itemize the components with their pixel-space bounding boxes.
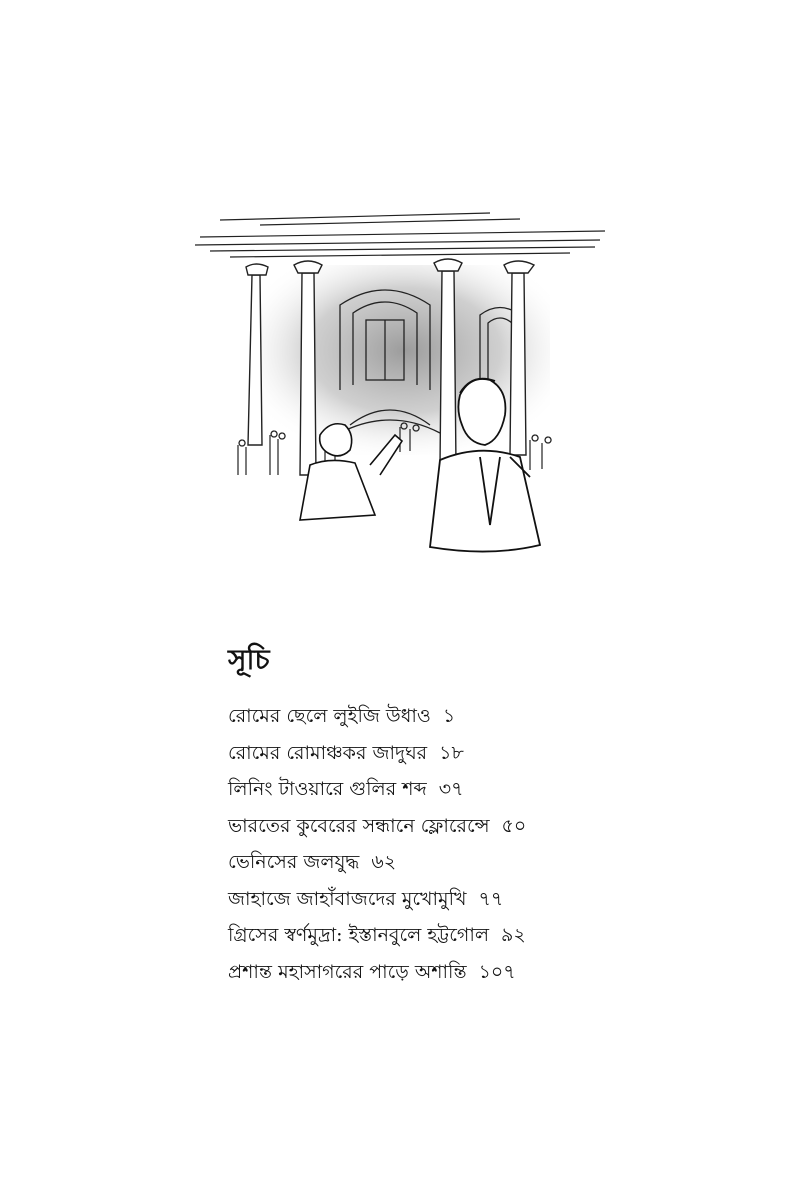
toc-entry[interactable]: [228, 735, 748, 772]
toc-entry-title: রোমের ছেলে লুইজি উধাও: [228, 705, 431, 727]
toc-entry-page: ৩৭: [438, 778, 464, 800]
toc-entry[interactable]: [228, 954, 748, 991]
table-of-contents: [228, 640, 748, 990]
toc-entry[interactable]: [228, 698, 748, 735]
toc-entry[interactable]: [228, 844, 748, 881]
toc-entry-title: প্রশান্ত মহাসাগরের পাড়ে অশান্তি: [228, 960, 467, 983]
toc-entry-page: ১৮: [439, 741, 464, 764]
toc-entry-page: ৫০: [501, 814, 527, 837]
toc-list: [228, 698, 748, 990]
toc-entry-page: ১: [442, 705, 456, 727]
toc-entry-page: ৬২: [371, 851, 397, 873]
toc-entry[interactable]: [228, 808, 748, 845]
toc-entry[interactable]: [228, 917, 748, 954]
toc-title: সূচি: [228, 643, 270, 676]
toc-entry-title: ভেনিসের জলযুদ্ধ: [228, 851, 360, 873]
toc-entry[interactable]: [228, 771, 748, 808]
toc-entry-page: ১০৭: [478, 960, 516, 983]
toc-entry-title: গ্রিসের স্বর্ণমুদ্রা: ইস্তানবুলে হট্টগোল: [228, 924, 490, 946]
museum-scene-sketch-icon: [190, 195, 610, 595]
toc-entry-page: ৭৭: [478, 887, 504, 910]
toc-entry-title: জাহাজে জাহাঁবাজদের মুখোমুখি: [228, 887, 467, 910]
toc-entry-title: লিনিং টাওয়ারে গুলির শব্দ: [228, 778, 427, 800]
toc-entry[interactable]: [228, 881, 748, 918]
toc-entry-title: রোমের রোমাঞ্চকর জাদুঘর: [228, 741, 428, 764]
toc-entry-title: ভারতের কুবেরের সন্ধানে ফ্লোরেন্সে: [228, 814, 490, 837]
toc-entry-page: ৯২: [501, 924, 526, 946]
